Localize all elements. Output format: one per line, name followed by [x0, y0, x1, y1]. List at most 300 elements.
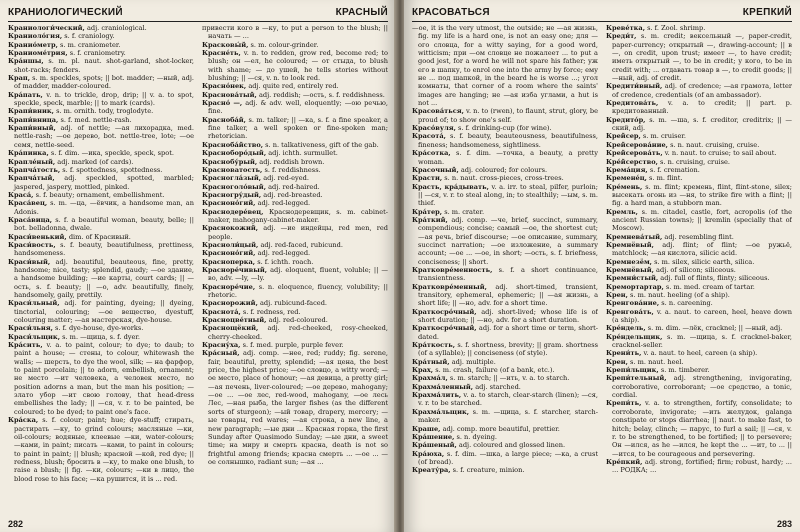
dictionary-entry [202, 299, 388, 307]
entry-definition: adj. reddish; —ость, s. f. reddishness. [258, 90, 385, 99]
entry-headword: Красноцве́тный, [202, 316, 267, 325]
entry-headword: Краса́вица, [8, 215, 53, 224]
entry-definition: adj. coloured; for colours. [460, 165, 548, 174]
entry-headword: Краснота́, [202, 307, 241, 316]
entry-definition: s. m. ornith. tody, troglodyte. [56, 107, 154, 116]
entry-definition: adj. comp. more beautiful, prettier. [442, 424, 560, 433]
dictionary-entry [412, 383, 598, 391]
right-page-header [412, 6, 792, 22]
dictionary-entry [606, 299, 792, 307]
entry-definition: adj. & adv. well, eloquently; —ою речью, fine. [208, 99, 388, 116]
dictionary-entry [606, 324, 792, 332]
entry-headword: Красногла́зый, [202, 174, 262, 183]
dictionary-entry [412, 374, 598, 382]
entry-definition: adj. of nettle; —ая лихорадка, med. nettle-rash; —ое дерево, bot. nettle-tree, lote; —ое семя, nettle-seed. [14, 124, 194, 149]
dictionary-entry [412, 266, 598, 283]
entry-definition: adj. red-legged. [257, 199, 311, 208]
entry-definition: v. a. irr. to steal, pilfer, purloin; || —ся, v. r. to steal along, in; to stealthily; —ым, s. m. thief. [418, 182, 598, 208]
entry-definition: s. n. naut. cruising, cruise. [670, 140, 760, 149]
entry-headword: Кра́сный, [202, 349, 240, 358]
dictionary-entry [202, 308, 388, 316]
entry-headword: Кра́пинка, [8, 149, 49, 158]
dictionary-entry [8, 32, 194, 40]
entry-headword: Кра́ткий, [412, 215, 448, 224]
dictionary-entry [606, 349, 792, 357]
entry-definition: s. n. eloquence, fluency, volubility; || rhetoric. [208, 282, 388, 299]
entry-definition: adj. for a short time or term, short-dated. [418, 324, 598, 341]
dictionary-entry [202, 49, 388, 82]
entry-headword: Краси́льня, [8, 324, 53, 333]
entry-headword: Красова́ться, [412, 107, 464, 116]
entry-definition: adj. strengthening, invigorating, corroborative, corroborant; —ое средство, a tonic, cordial. [612, 374, 792, 400]
dictionary-entry [202, 99, 388, 116]
entry-headword: Крепи́ть, [606, 399, 642, 408]
entry-definition: s. f. dim. —шка, a large piece; —ка, a crust (of bread). [418, 449, 598, 466]
entry-definition: s. m. —щица, s. f. starcher, starch-maker. [418, 407, 598, 425]
entry-definition: adj. red-legged. [257, 249, 311, 258]
entry-definition: s. f. craniology. [64, 32, 115, 41]
entry-definition: s. m. med. cream of tartar. [665, 282, 755, 291]
entry-definition: s. f. dye-house, dye-works. [55, 324, 144, 333]
entry-headword: Кра́шение, [412, 432, 455, 441]
entry-definition: s. f. redness, red. [242, 307, 301, 316]
entry-headword: Кра́пать, [8, 90, 43, 99]
entry-definition: v. n. naut. to cruise; to sail about. [664, 149, 777, 158]
entry-definition: adj. eloquent, fluent, voluble; || —во, adv. —ly, —ly. [208, 265, 388, 283]
entry-headword: Красне́ть, [202, 49, 241, 58]
entry-headword: Красноли́цый, [202, 240, 259, 249]
entry-definition: s. m. flint; кремень, flint, flint-stone, silex; высекать огонь из —ня, to strike fire with a flint; || fig. a hard man, a stubborn man. [612, 182, 792, 208]
left-page-column-1 [8, 24, 194, 516]
entry-definition: s. m. silex, silicic earth, silica. [654, 257, 755, 266]
entry-headword: Креату́ра, [412, 466, 451, 475]
left-page [0, 0, 396, 532]
entry-headword: Красковы́й, [202, 40, 249, 49]
dictionary-entry [202, 116, 388, 141]
dictionary-entry [202, 166, 388, 174]
dictionary-entry [606, 166, 792, 174]
entry-headword: Крапле́ный, [8, 157, 56, 166]
entry-headword: Крап, [8, 74, 31, 83]
left-page-number: 282 [8, 519, 24, 529]
dictionary-entry [8, 241, 194, 258]
entry-definition: Краснодеревщик, s. m. cabinet-maker, mahogany-cabinet-maker. [208, 207, 388, 224]
entry-headword: Красно́ —, [202, 99, 243, 108]
entry-definition: s. f. dim. —точка, a beauty, a pretty woman. [418, 149, 598, 166]
entry-headword: Кремнезём, [606, 257, 652, 266]
entry-headword: Краткосро́чный, [412, 307, 477, 316]
entry-headword: Красть, кра́дывать, [412, 182, 489, 191]
entry-definition: v. a. to starch, clear-starch (linen); —ся, v. r. to be starched. [418, 391, 598, 408]
dictionary-entry [8, 191, 194, 199]
dictionary-entry [8, 107, 194, 115]
entry-headword: Крейсерова́ние, [606, 140, 668, 149]
entry-headword: Крени́ть, [606, 349, 642, 358]
dictionary-entry [412, 132, 598, 149]
entry-headword: Кра́юха, [412, 449, 445, 458]
right-page-number: 283 [776, 519, 792, 529]
entry-definition: —ое, it is the very utmost, the outside; не —ая жизнь, fig. my life is a hard one, is not an easy one; для —ого словца, for a witty saying, for a good word, witticism; при —ом словце не пожалеет ... to put a good jest, for a word he will not spare his father; уж его в шапку, to enrol one into the army by force; ему не ... под шапкой, in the beard he is worse ...; угол комнаты, that corner of a room where the saints' images are hanging; не —ая изба углами, a hut is not ... [412, 24, 598, 108]
entry-definition: s. m. starch; || —ить, v. a. to starch. [449, 374, 570, 383]
entry-headword: Крен, [606, 291, 628, 299]
entry-definition: s. m. colour-grinder. [250, 40, 319, 49]
dictionary-entry [8, 57, 194, 74]
entry-definition: v. a. naut. to careen, heel, heave down (a ship). [612, 307, 792, 325]
entry-definition: adj. red-coloured. [268, 316, 328, 325]
dictionary-entry [8, 91, 194, 108]
entry-definition: s. m. timberer. [660, 366, 710, 375]
dictionary-entry [202, 199, 388, 207]
right-header-first-word: КРАСОВАТЬСЯ [412, 7, 490, 18]
entry-headword: Краснова́тый, [202, 90, 257, 99]
entry-headword: Краснокожий, [202, 224, 259, 233]
entry-definition: s. f. drinking-cup (for wine). [458, 124, 552, 133]
entry-definition: adj. quite red, entirely red. [248, 82, 339, 91]
entry-definition: s. f. craniometry. [69, 49, 126, 58]
entry-headword: Кре́ндельщик, [606, 332, 663, 341]
entry-definition: s. m. —ша, s. f. creditor, creditrix; || —ский, adj. [612, 115, 792, 133]
entry-headword: Красо́вуля, [412, 124, 456, 133]
entry-headword: Кре́ндель, [606, 324, 646, 333]
dictionary-entry [606, 258, 792, 266]
left-header-last-word: КРАСНЫЙ [335, 7, 388, 18]
dictionary-entry [202, 316, 388, 324]
dictionary-entry [606, 32, 792, 82]
dictionary-entry [412, 466, 598, 474]
entry-headword: Крен, [606, 357, 628, 366]
entry-definition: s. n. naut. cross-pieces, cross-trees. [444, 174, 564, 183]
entry-headword: Кратковре́менный, [412, 282, 487, 291]
dictionary-entry [606, 116, 792, 133]
entry-definition: s. m. crater. [444, 207, 485, 216]
dictionary-entry [8, 341, 194, 416]
entry-definition: v. n. to (rwen), to flaunt, strut, glory, be proud of; to show one's self. [418, 107, 598, 124]
dictionary-entry [202, 174, 388, 182]
entry-definition: adj. starched. [475, 382, 521, 391]
entry-headword: Кремни́стый, [606, 274, 659, 283]
entry-headword: Кра́сотка, [412, 149, 451, 158]
entry-definition: adj. rubicund-faced. [259, 299, 328, 308]
dictionary-entry [412, 24, 598, 107]
dictionary-entry [8, 41, 194, 49]
entry-definition: adj. resembling flint. [664, 232, 734, 241]
entry-definition: adj. full of flints, flinty; siliceous. [660, 274, 770, 283]
entry-headword: Краниологи́ческий, [8, 24, 85, 32]
entry-headword: Красноватость, [202, 165, 263, 174]
entry-headword: Краниоме́трия, [8, 49, 68, 58]
dictionary-entry [202, 141, 388, 149]
entry-headword: Красноре́чивый, [202, 265, 268, 274]
entry-definition: adj. strong, fortified; firm; robust, hardy; ... ... РОДКА; ... [612, 457, 792, 475]
entry-headword: Красноба́йство, [202, 140, 264, 149]
entry-definition: adj. red-haired. [268, 182, 320, 191]
entry-definition: s. f. Zool. shrimp. [647, 24, 706, 32]
entry-headword: Красноба́й, [202, 115, 246, 124]
entry-headword: Красноно́гий, [202, 199, 256, 208]
dictionary-entry [202, 266, 388, 283]
entry-headword: Краса́вец, [8, 199, 48, 208]
entry-definition: s. f. a short continuance, transientness. [418, 265, 598, 283]
entry-definition: s. m. crash, failure (of a bank, etc.). [435, 366, 555, 375]
entry-definition: adj. marked (of cards). [57, 157, 134, 166]
entry-headword: Кра́ншы, [8, 57, 44, 66]
dictionary-entry [202, 41, 388, 49]
dictionary-entry [412, 408, 598, 425]
entry-headword: Красноре́чие, [202, 282, 256, 291]
entry-headword: Кранио́метр, [8, 40, 58, 49]
entry-definition: s. f. med. purple, purple fever. [242, 341, 344, 350]
entry-headword: Крахма́л, [412, 374, 448, 383]
entry-headword: Кренгова́ть, [606, 307, 654, 316]
entry-definition: s. m. dim. —лёк, cracknel; || —ный, adj. [647, 324, 783, 333]
entry-definition: s. m. —щица, s. f. dyer. [62, 332, 140, 341]
dictionary-entry [202, 91, 388, 99]
entry-definition: s. m. pl. naut. shot-garland, shot-locker, shot-racks; fenders. [14, 57, 194, 74]
entry-definition: s. m. flint. [649, 174, 683, 183]
entry-headword: Краси́венький, [8, 232, 67, 241]
entry-definition: s. n. cruising, cruise. [660, 157, 730, 166]
entry-definition: s. f. shortness, brevity; || gram. shortness (of a syllable); || conciseness (of style). [418, 341, 598, 358]
entry-definition: s. f. creature, minion. [452, 466, 525, 475]
entry-definition: s. m. talker; || —ка, s. f. a fine speaker, a fine talker, a well spoken or fine-spoken man; rhetorician. [208, 115, 388, 141]
dictionary-entry [606, 374, 792, 399]
entry-definition: adj. of silicon; siliceous. [656, 265, 736, 274]
entry-definition: s. m. citadel, castle, fort, acropolis (of the ancient Russian towns); || kremlin (specially that of Moscow). [612, 207, 792, 233]
entry-definition: adj. —ие индейцы, red men, red people. [208, 224, 388, 241]
entry-headword: Крапча́тый, [8, 174, 55, 183]
right-page-column-1 [412, 24, 598, 516]
entry-headword: Крепи́льщик, [606, 366, 659, 375]
entry-headword: Кремнева́тый, [606, 232, 663, 241]
dictionary-entry [606, 233, 792, 241]
dictionary-entry [606, 399, 792, 457]
entry-definition: adj. multiple. [451, 357, 496, 366]
dictionary-entry [412, 450, 598, 467]
dictionary-entry [606, 208, 792, 233]
entry-headword: Красно́нек, [202, 82, 247, 91]
dictionary-entry [606, 82, 792, 99]
dictionary-entry [412, 308, 598, 325]
entry-definition: v. a. naut. to heel, careen (a ship). [643, 349, 758, 358]
dictionary-entry [412, 208, 598, 216]
dictionary-entry [606, 308, 792, 325]
entry-definition: привести кого в —ку, to put a person to the blush; || начать — ... [202, 24, 388, 41]
dictionary-entry [412, 391, 598, 408]
dictionary-entry [202, 283, 388, 300]
entry-definition: adj. comp. —нее, red; ruddy; fig. serene, fair, beautiful, pretty, splendid; —ая цена, the best price, the highest price; —ое словцо, a witty word; —ое место, place of honour; —ая девица, a pretty girl; —ая печень, liver-coloured; —ое дерево, mahogany; —ое ... —ое лес, red-wood, mahogany, —ое лесь Лес, —ная рыба, the larger fishes (as the different sorts of sturgeon); —ый товар, drapery, mercery; —ые товары, red wares; —ая строка, a new line, a new paragraph; —ые дни ... Красная горка, the first Sunday after Quasimodo Sunday; —ые дни, a sweet time; на миру и смерть красна, death is not so frightful among friends; красна смерть ... —ое ... —ое солнышко, radiant sun; —ая ... [208, 349, 388, 466]
entry-headword: Кредитова́ть, [606, 99, 659, 108]
dictionary-entry [8, 258, 194, 300]
entry-definition: s. m. cruiser. [642, 132, 686, 141]
dictionary-entry [412, 441, 598, 449]
entry-headword: Красти, [412, 174, 443, 183]
dictionary-entry [202, 224, 388, 241]
entry-headword: Кра́сить, [8, 341, 43, 350]
dictionary-entry [8, 174, 194, 191]
entry-headword: Краснорожий, [202, 299, 258, 308]
dictionary-entry [606, 141, 792, 149]
entry-headword: Крапи́вник, [8, 107, 54, 116]
dictionary-entry [606, 333, 792, 350]
right-page [404, 0, 800, 532]
entry-headword: Кредити́вный, [606, 82, 663, 91]
dictionary-entry [412, 183, 598, 208]
dictionary-entry [412, 358, 598, 366]
entry-headword: Кредито́р, [606, 115, 646, 124]
entry-definition: s. m. naut. heeling (of a ship). [630, 291, 730, 299]
entry-definition: v. a. to credit; || part. p. кредитованный. [612, 99, 792, 116]
entry-definition: adj. flint; of flint; —ое ружьё, matchlock; —ая кислота, silicic acid. [612, 240, 792, 258]
dictionary-entry [202, 258, 388, 266]
left-page-header [8, 6, 388, 22]
dictionary-entry [202, 349, 388, 466]
entry-headword: Краниоло́гия, [8, 32, 63, 41]
entry-definition: s. f. med. nettle-rash. [60, 115, 132, 124]
entry-definition: s. f. ichth. roach. [257, 257, 314, 266]
entry-definition: s. f. beauty; ornament, embellishment. [35, 190, 165, 199]
entry-definition: adj. beautiful, beauteous, fine, pretty, handsome; nice, tasty; splendid, gaudy; —ое здание, a handsome building; —ие карты, court cards; || —ость, s. f. beauty; || —о, adv. beautifully, finely, handsomely, gaily, prettily. [14, 257, 194, 299]
dictionary-entry [202, 249, 388, 257]
entry-definition: s. m. naut. heel. [630, 357, 684, 366]
entry-definition: adj. of credence; —ая грамота, letter of credence, credentials (of an ambassador). [612, 82, 792, 99]
entry-headword: Краси́льщик, [8, 332, 60, 341]
left-page-column-2 [202, 24, 388, 516]
entry-headword: Кремортартар, [606, 282, 664, 291]
entry-definition: adj. comp. —че, brief, succinct, summary, compendious; concise; самый —ое, the shortest cut; —ая речь, brief discourse; —ое описание, summary, succinct narration; —ое изложение, a summary account; —ое ... —ое, in short; —ость, s. f. briefness, conciseness; || short. [418, 215, 598, 266]
entry-definition: v. n. to trickle, drop, drip; || v. a. to spot, speckle, speck, marble; || to mark (cards). [14, 90, 194, 108]
entry-definition: adj. craniological. [86, 24, 147, 32]
dictionary-entry [8, 158, 194, 166]
entry-headword: Крапи́вница, [8, 115, 59, 124]
dictionary-entry [606, 358, 792, 366]
entry-definition: adj. coloured and glossed linen. [458, 441, 566, 450]
dictionary-entry [8, 74, 194, 91]
entry-definition: adj. reddish brown. [259, 157, 325, 166]
entry-definition: adj. red-breasted. [263, 190, 323, 199]
dictionary-entry [606, 149, 792, 157]
entry-definition: s. f. reddishness. [264, 165, 321, 174]
dictionary-entry [412, 107, 598, 124]
entry-headword: Краси́льный, [8, 299, 60, 308]
entry-headword: Красочный, [412, 165, 459, 174]
entry-headword: Красноно́гий, [202, 249, 256, 258]
entry-headword: Крахма́льщик, [412, 407, 470, 416]
dictionary-entry [606, 241, 792, 258]
dictionary-entry [606, 458, 792, 475]
entry-definition: dim. of Красивый. [68, 232, 131, 241]
entry-headword: Красота́, [412, 132, 446, 141]
entry-headword: Кратковре́менность, [412, 265, 493, 274]
entry-headword: Кра́тер, [412, 207, 443, 216]
dictionary-entry [202, 24, 388, 41]
dictionary-entry [8, 216, 194, 233]
entry-headword: Краса́, [8, 190, 34, 199]
dictionary-entry [8, 149, 194, 157]
dictionary-entry [412, 216, 598, 266]
entry-definition: s. f. beauty, beautifulness, prettiness, handsomeness. [14, 240, 194, 258]
entry-headword: Кре́пкий, [606, 457, 643, 466]
dictionary-entry [8, 199, 194, 216]
entry-headword: Кра́тный, [412, 357, 450, 366]
dictionary-entry [8, 333, 194, 341]
entry-definition: v. n. to redden, grow red, become red; to blush; он —ел, he coloured; — от стыда, to blush with shame; — до ушей, he tells stories without blushing; || —ся, v. n. to look red. [208, 49, 388, 83]
entry-headword: Красноперка, [202, 257, 256, 266]
entry-headword: Кренгова́ние, [606, 299, 660, 308]
entry-definition: s. m. craniometer. [60, 40, 121, 49]
entry-definition: s. f. dim. —ика, speckle, speck, spot. [50, 149, 174, 158]
entry-headword: Кре́йсерство, [606, 157, 658, 166]
dictionary-entry [202, 324, 388, 341]
dictionary-entry [412, 174, 598, 182]
right-page-column-2 [606, 24, 792, 516]
entry-headword: Кремнёвый, [606, 240, 654, 249]
dictionary-entry [412, 324, 598, 341]
entry-definition: s. m. —щица, s. f. cracknel-baker, cracknel-seller. [612, 332, 792, 350]
dictionary-entry [202, 158, 388, 166]
entry-headword: Крейсер, [606, 132, 641, 141]
entry-definition: adj. red-eyed. [263, 174, 309, 183]
entry-headword: Красну́ха, [202, 341, 241, 350]
dictionary-entry [606, 283, 792, 291]
dictionary-entry [412, 283, 598, 308]
entry-headword: Крахма́ленный, [412, 382, 474, 391]
entry-headword: Красногру́дый, [202, 190, 262, 199]
entry-definition: v. a. to paint, colour; to dye; to daub; to paint a house; — стены, to colour, whitewash the walls; — шерсть, to dye the wool, silk; — на фарфор, to paint porcelain; || to adorn, embellish, ornament; не место —ит человека, а человек место, no position adorns a man, but the man his position; — злато убор —ит свою голову, that head-dress embellishes the lady; || —ся, v. r. to be painted, be coloured; to be dyed; to paint one's face. [14, 341, 194, 416]
dictionary-entry [202, 149, 388, 157]
entry-headword: Крепи́тельный, [606, 374, 667, 383]
dictionary-entry [8, 124, 194, 149]
entry-headword: Кремль, [606, 207, 638, 216]
dictionary-entry [8, 116, 194, 124]
entry-headword: Креве́тка, [606, 24, 645, 32]
entry-definition: s. n. dyeing. [456, 432, 498, 441]
dictionary-entry [606, 174, 792, 182]
dictionary-entry [412, 341, 598, 358]
entry-headword: Креди́т, [606, 32, 637, 41]
entry-headword: Кре́мень, [606, 182, 643, 191]
dictionary-entry [202, 191, 388, 199]
dictionary-entry [8, 233, 194, 241]
entry-headword: Краси́вость, [8, 240, 56, 249]
dictionary-entry [606, 158, 792, 166]
entry-headword: Кремене́ц, [606, 174, 647, 183]
dictionary-entry [202, 183, 388, 191]
entry-headword: Краснодере́вец, [202, 207, 264, 216]
dictionary-entry [412, 433, 598, 441]
entry-headword: Крахма́лить, [412, 391, 462, 400]
dictionary-entry [8, 299, 194, 324]
entry-definition: adj. red-cheeked, rosy-cheeked, cherry-cheeked. [208, 324, 388, 341]
dictionary-entry [8, 324, 194, 332]
entry-headword: Крема́ция, [606, 165, 648, 174]
entry-headword: Краси́вый, [8, 257, 51, 266]
entry-definition: s. f. cremation. [649, 165, 700, 174]
entry-definition: adj. red-faced, rubicund. [260, 240, 343, 249]
entry-headword: Краснощёкий, [202, 324, 259, 333]
entry-headword: Кремнёвый, [606, 265, 654, 274]
dictionary-entry [202, 82, 388, 90]
entry-definition: s. m. —ца, —ёвчик, a handsome man, an Adonis. [14, 199, 194, 216]
entry-definition: v. a. to strengthen, fortify, consolidate; to corroborate, invigorate; —ить желудок, galanga constipate or stops diarrhea; || naut. to make fast, to hitch; belay, clinch; — парус, to furl a sail; || —ся, v. r. to be strengthened, to be fortified; || to persevere; Он —ился, as he —ился, he kept the ... —ит, to ... || —ится, to be courageous and persevering. [612, 399, 792, 458]
entry-headword: Крах, [412, 366, 434, 375]
entry-headword: Краснобу́рый, [202, 157, 258, 166]
entry-headword: Кра́ска, [8, 416, 39, 425]
entry-headword: Кра́ткость, [412, 341, 455, 350]
right-header-last-word: КРЕПКИЙ [742, 7, 792, 18]
entry-headword: Красноголо́вый, [202, 182, 266, 191]
dictionary-entry [8, 416, 194, 483]
dictionary-entry [8, 166, 194, 174]
